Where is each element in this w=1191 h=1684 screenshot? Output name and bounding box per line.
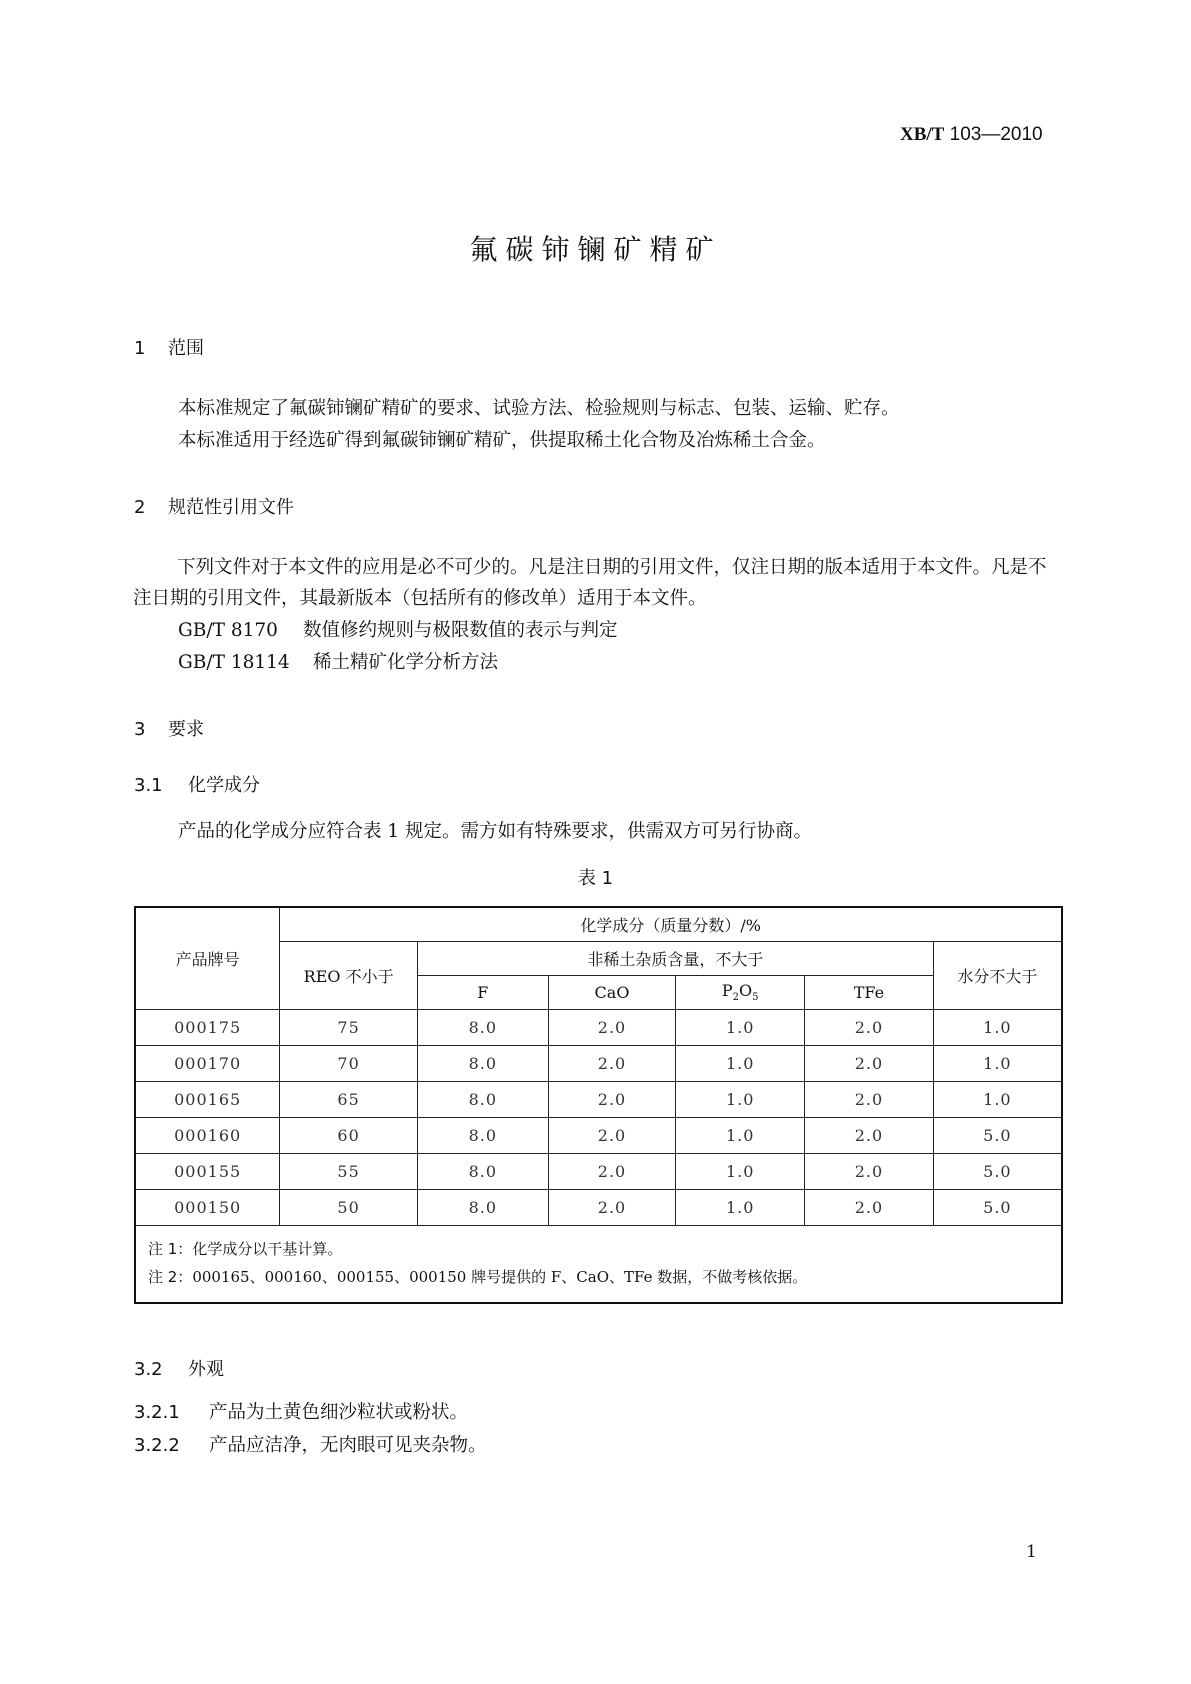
section-1-paragraph-1: 本标准规定了氟碳铈镧矿精矿的要求、试验方法、检验规则与标志、包装、运输、贮存。	[178, 398, 900, 419]
cell-tfe: 2.0	[805, 1153, 934, 1189]
document-title: 氟碳铈镧矿精矿	[469, 233, 722, 266]
chemical-composition-table	[134, 906, 1063, 1304]
table-row	[135, 1045, 1062, 1081]
cell-p2o5: 1.0	[676, 1189, 805, 1225]
table-row	[135, 1009, 1062, 1045]
cell-p2o5: 1.0	[676, 1153, 805, 1189]
header-water: 水分不大于	[933, 941, 1062, 1009]
header-f: F	[417, 975, 548, 1009]
section-2-heading: 2 规范性引用文件	[134, 497, 294, 518]
header-p2o5: $P_2O_5$	[676, 975, 805, 1009]
cell-reo: 70	[280, 1045, 418, 1081]
cell-water: 5.0	[933, 1153, 1062, 1189]
cell-grade: 000175	[135, 1009, 280, 1045]
cell-cao: 2.0	[548, 1081, 676, 1117]
reference-item: GB/T 8170 数值修约规则与极限数值的表示与判定	[178, 620, 618, 641]
section-3-2-heading: 3.2 外观	[134, 1359, 224, 1380]
cell-water: 1.0	[933, 1009, 1062, 1045]
cell-cao: 2.0	[548, 1045, 676, 1081]
page-number: 1	[1026, 1542, 1037, 1562]
cell-reo: 75	[280, 1009, 418, 1045]
cell-p2o5: 1.0	[676, 1117, 805, 1153]
cell-grade: 000150	[135, 1189, 280, 1225]
cell-tfe: 2.0	[805, 1081, 934, 1117]
header-chemical: 化学成分（质量分数）/%	[280, 907, 1062, 941]
cell-reo: 60	[280, 1117, 418, 1153]
cell-grade: 000170	[135, 1045, 280, 1081]
header-impurity: 非稀土杂质含量，不大于	[417, 941, 933, 975]
header-cao: CaO	[548, 975, 676, 1009]
cell-grade: 000165	[135, 1081, 280, 1117]
cell-tfe: 2.0	[805, 1189, 934, 1225]
section-3-1-heading: 3.1 化学成分	[134, 775, 260, 796]
table-notes-cell	[135, 1225, 1062, 1303]
table-row	[135, 1153, 1062, 1189]
cell-f: 8.0	[417, 1045, 548, 1081]
cell-cao: 2.0	[548, 1117, 676, 1153]
standard-number: XB/T 103—2010	[900, 124, 1043, 145]
header-grade: 产品牌号	[135, 907, 280, 1009]
cell-water: 5.0	[933, 1189, 1062, 1225]
cell-cao: 2.0	[548, 1189, 676, 1225]
section-2-paragraph: 下列文件对于本文件的应用是必不可少的。凡是注日期的引用文件，仅注日期的版本适用于本文件。凡是不注日期的引用文件，其最新版本（包括所有的修改单）适用于本文件。	[133, 557, 1047, 609]
cell-f: 8.0	[417, 1153, 548, 1189]
cell-cao: 2.0	[548, 1153, 676, 1189]
table-note-1: 注 1：化学成分以干基计算。	[148, 1239, 343, 1258]
cell-tfe: 2.0	[805, 1045, 934, 1081]
section-1-heading: 1 范围	[134, 338, 204, 359]
table-note-2: 注 2：000165、000160、000155、000150 牌号提供的 F、CaO、TFe 数据，不做考核依据。	[148, 1267, 808, 1286]
reference-item: GB/T 18114 稀土精矿化学分析方法	[178, 652, 499, 673]
cell-water: 1.0	[933, 1081, 1062, 1117]
section-1-paragraph-2: 本标准适用于经选矿得到氟碳铈镧矿精矿，供提取稀土化合物及冶炼稀土合金。	[178, 430, 826, 451]
table-row	[135, 1081, 1062, 1117]
cell-water: 1.0	[933, 1045, 1062, 1081]
cell-tfe: 2.0	[805, 1117, 934, 1153]
cell-water: 5.0	[933, 1117, 1062, 1153]
section-3-2-2-item: 3.2.2 产品应洁净，无肉眼可见夹杂物。	[134, 1435, 487, 1456]
cell-f: 8.0	[417, 1189, 548, 1225]
section-3-1-paragraph: 产品的化学成分应符合表 1 规定。需方如有特殊要求，供需双方可另行协商。	[178, 821, 813, 842]
section-3-2-1-item: 3.2.1 产品为土黄色细沙粒状或粉状。	[134, 1402, 469, 1423]
table-caption: 表 1	[577, 868, 614, 889]
section-3-heading: 3 要求	[134, 719, 204, 740]
cell-f: 8.0	[417, 1117, 548, 1153]
table-row	[135, 1189, 1062, 1225]
table-row	[135, 1117, 1062, 1153]
header-tfe: TFe	[805, 975, 934, 1009]
cell-p2o5: 1.0	[676, 1081, 805, 1117]
cell-cao: 2.0	[548, 1009, 676, 1045]
cell-f: 8.0	[417, 1081, 548, 1117]
table-notes	[135, 1225, 1062, 1303]
cell-reo: 55	[280, 1153, 418, 1189]
cell-reo: 50	[280, 1189, 418, 1225]
cell-tfe: 2.0	[805, 1009, 934, 1045]
cell-f: 8.0	[417, 1009, 548, 1045]
cell-grade: 000160	[135, 1117, 280, 1153]
cell-grade: 000155	[135, 1153, 280, 1189]
cell-p2o5: 1.0	[676, 1009, 805, 1045]
header-reo: REO 不小于	[280, 941, 418, 1009]
cell-p2o5: 1.0	[676, 1045, 805, 1081]
cell-reo: 65	[280, 1081, 418, 1117]
